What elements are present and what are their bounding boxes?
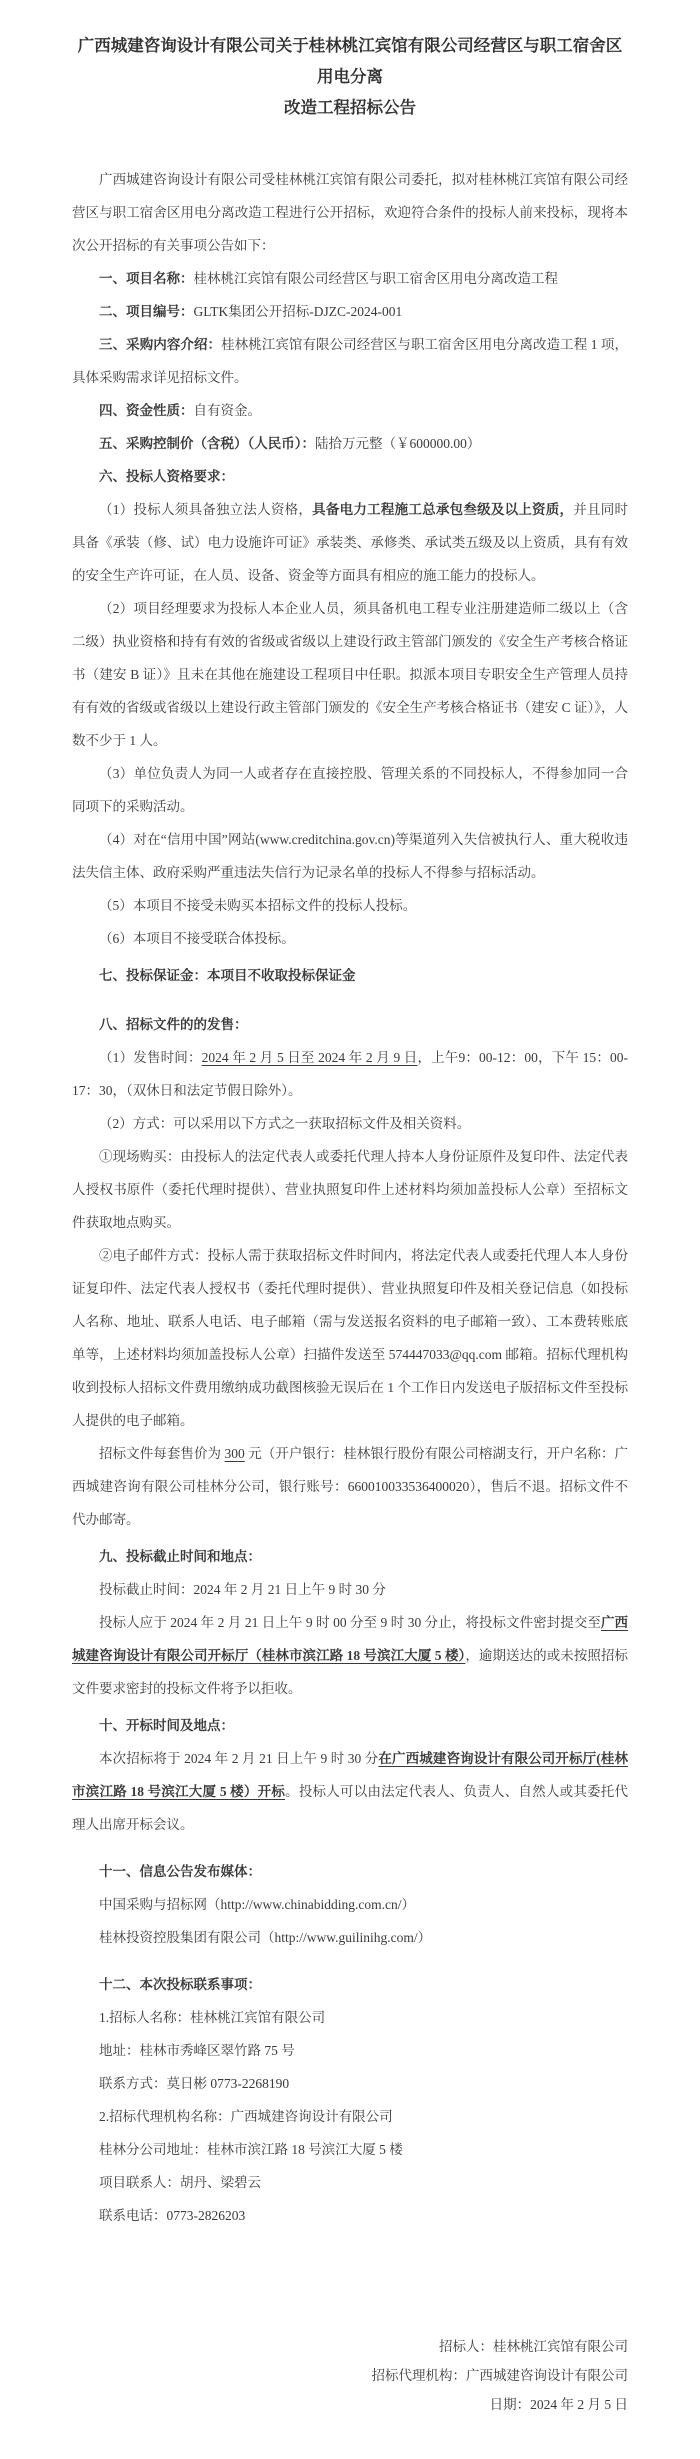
text-segment: （1）发售时间：: [99, 1050, 202, 1065]
sale-price: [72, 1437, 628, 1536]
text-segment: 十二、本次投标联系事项：: [99, 1977, 261, 1992]
text-segment: 桂林桃江宾馆有限公司经营区与职工宿舍区用电分离改造工程: [193, 271, 558, 286]
text-segment: 在广西城建咨询设计有限公司开标厅(桂林市滨江路 18 号滨江大厦 5 楼）开标: [72, 1751, 629, 1799]
document-body: [72, 163, 628, 2232]
opening-detail: [72, 1742, 628, 1841]
sale-method-onsite: [72, 1140, 628, 1239]
text-segment: ，逾期送达的或未按照招标文件要求密封的投标文件将予以拒收。: [72, 1648, 629, 1696]
section-2-project-number: [72, 295, 628, 328]
deadline-detail: [72, 1606, 628, 1705]
text-segment: 1.招标人名称：桂林桃江宾馆有限公司: [99, 2010, 326, 2025]
sale-method: [72, 1107, 628, 1140]
section-5-control-price: [72, 427, 628, 460]
section-8-document-sale-heading: [72, 1008, 628, 1041]
document-title-block: [72, 30, 628, 123]
text-segment: 招标代理机构：广西城建咨询设计有限公司: [371, 2368, 628, 2383]
section-4-fund-nature: [72, 394, 628, 427]
text-segment: ①现场购买：由投标人的法定代表人或委托代理人持本人身份证原件及复印件、法定代表人授权书原件（委托代理时提供）、营业执照复印件上述材料均须加盖投标人公章）至招标文件获取地点购买。: [72, 1149, 628, 1230]
signature-agency: [72, 2361, 628, 2390]
text-segment: 七、投标保证金：本项目不收取投标保证金: [99, 968, 356, 983]
text-segment: 招标人：桂林桃江宾馆有限公司: [439, 2339, 628, 2354]
text-segment: 五、采购控制价（含税）（人民币）：: [99, 436, 315, 451]
text-segment: 桂林桃江宾馆有限公司经营区与职工宿舍区用电分离改造工程 1 项，具体采购需求详见招标文件。: [72, 337, 629, 385]
text-segment: 联系电话：0773-2826203: [99, 2208, 246, 2223]
text-segment: 本次招标将于 2024 年 2 月 21 日上午 9 时 30 分: [99, 1751, 379, 1766]
text-segment: （2）方式：可以采用以下方式之一获取招标文件及相关资料。: [99, 1116, 471, 1131]
text-segment: （2）项目经理要求为投标人本企业人员，须具备机电工程专业注册建造师二级以上（含二级）执业资格和持有有效的省级或省级以上建设行政主管部门颁发的《安全生产考核合格证书（建安 B 证）》且未在其他在施建设工程项目中任职。拟派本项目专职安全生产管理人员持有有效的省级或省级以上建设行政主管部门颁发的《安全生产考核合格证书（建安 C 证）》，人数不少于 1 人。: [72, 601, 628, 748]
text-segment: 八、招标文件的的发售：: [99, 1017, 248, 1032]
section-9-deadline-heading: [72, 1540, 628, 1573]
text-segment: 十、开标时间及地点：: [99, 1718, 234, 1733]
signature-tenderer: [72, 2332, 628, 2361]
text-segment: （5）本项目不接受未购买本招标文件的投标人投标。: [99, 898, 417, 913]
media-chinabidding: [72, 1888, 628, 1921]
qualification-item-4: [72, 823, 628, 889]
agency-address: [72, 2133, 628, 2166]
signature-date: [72, 2390, 628, 2419]
text-segment: （6）本项目不接受联合体投标。: [99, 931, 295, 946]
media-guilinihg: [72, 1921, 628, 1954]
project-contact-phone: [72, 2199, 628, 2232]
sale-method-email: [72, 1239, 628, 1437]
text-segment: 二、项目编号：: [99, 304, 194, 319]
project-contact-person: [72, 2166, 628, 2199]
qualification-item-1: [72, 493, 628, 592]
text-segment: 。投标人可以由法定代表人、负责人、自然人或其委托代理人出席开标会议。: [72, 1784, 629, 1832]
tenderer-contact: [72, 2067, 628, 2100]
document-title-line-1: 广西城建咨询设计有限公司关于桂林桃江宾馆有限公司经营区与职工宿舍区用电分离: [77, 36, 623, 86]
text-segment: 投标截止时间：2024 年 2 月 21 日上午 9 时 30 分: [99, 1582, 386, 1597]
qualification-item-3: [72, 757, 628, 823]
text-segment: （1）投标人须具备独立法人资格，: [99, 502, 313, 517]
text-segment: 九、投标截止时间和地点：: [99, 1549, 261, 1564]
text-segment: 日期：2024 年 2 月 5 日: [489, 2397, 628, 2412]
text-segment: 自有资金。: [193, 403, 261, 418]
text-segment: 地址：桂林市秀峰区翠竹路 75 号: [99, 2043, 295, 2058]
text-segment: 一、项目名称：: [99, 271, 194, 286]
document-title-line-2: 改造工程招标公告: [284, 98, 416, 117]
text-segment: （3）单位负责人为同一人或者存在直接控股、管理关系的不同投标人，不得参加同一合同项下的采购活动。: [72, 766, 628, 814]
text-segment: GLTK集团公开招标-DJZC-2024-001: [193, 304, 403, 319]
text-segment: 广西城建咨询设计有限公司开标厅（桂林市滨江路 18 号滨江大厦 5 楼）: [72, 1615, 629, 1663]
text-segment: 投标人应于 2024 年 2 月 21 日上午 9 时 00 分至 9 时 30 分止，将投标文件密封提交至: [99, 1615, 601, 1630]
section-1-project-name: [72, 262, 628, 295]
text-segment: 三、采购内容介绍：: [99, 337, 222, 352]
text-segment: 联系方式：莫日彬 0773-2268190: [99, 2076, 290, 2091]
text-segment: 桂林分公司地址：桂林市滨江路 18 号滨江大厦 5 楼: [99, 2142, 403, 2157]
text-segment: 中国采购与招标网（http://www.chinabidding.com.cn/）: [99, 1897, 415, 1912]
section-3-procurement-content: [72, 328, 628, 394]
text-segment: ，上午9：00-12：00，下午 15：00- 17：30，（双休日和法定节假日除外）。: [72, 1050, 629, 1098]
text-segment: 2.招标代理机构名称：广西城建咨询设计有限公司: [99, 2109, 393, 2124]
sale-time: [72, 1041, 628, 1107]
deadline-time: [72, 1573, 628, 1606]
text-segment: 并且同时具备《承装（修、试）电力设施许可证》承装类、承修类、承试类五级及以上资质，具有有效的安全生产许可证，在人员、设备、资金等方面具有相应的施工能力的投标人。: [72, 502, 629, 583]
qualification-item-6: [72, 922, 628, 955]
section-6-qualification-heading: [72, 460, 628, 493]
agency-name: [72, 2100, 628, 2133]
section-7-bid-bond: [72, 959, 628, 992]
text-segment: 元（开户银行：桂林银行股份有限公司榕湖支行，开户名称：广西城建咨询有限公司桂林分公司，银行账号：660010033536400020），售后不退。招标文件不代办邮寄。: [72, 1446, 629, 1527]
text-segment: 十一、信息公告发布媒体：: [99, 1864, 261, 1879]
text-segment: 陆拾万元整（￥600000.00）: [315, 436, 481, 451]
text-segment: 具备电力工程施工总承包叁级及以上资质，: [312, 502, 574, 517]
text-segment: （4）对在“信用中国”网站(www.creditchina.gov.cn)等渠道列入失信被执行人、重大税收违法失信主体、政府采购严重违法失信行为记录名单的投标人不得参与招标活动。: [72, 832, 628, 880]
tenderer-address: [72, 2034, 628, 2067]
tenderer-name: [72, 2001, 628, 2034]
text-segment: ②电子邮件方式：投标人需于获取招标文件时间内，将法定代表人或委托代理人本人身份证复印件、法定代表人授权书（委托代理时提供）、营业执照复印件及相关登记信息（如投标人名称、地址、联系人电话、电子邮箱（需与发送报名资料的电子邮箱一致）、工本费转账底单等，上述材料均须加盖投标人公章）扫描件发送至 574447033@qq.com 邮箱。招标代理机构收到投标人招标文件费用缴纳成功截图核验无误后在 1 个工作日内发送电子版招标文件至投标人提供的电子邮箱。: [72, 1248, 628, 1428]
qualification-item-2: [72, 592, 628, 757]
section-10-opening-heading: [72, 1709, 628, 1742]
section-11-media-heading: [72, 1855, 628, 1888]
text-segment: 六、投标人资格要求：: [99, 469, 234, 484]
intro-paragraph: [72, 163, 628, 262]
text-segment: 桂林投资控股集团有限公司（http://www.guilinihg.com/）: [99, 1930, 432, 1945]
text-segment: 四、资金性质：: [99, 403, 194, 418]
qualification-item-5: [72, 889, 628, 922]
section-12-contact-heading: [72, 1968, 628, 2001]
text-segment: 2024 年 2 月 5 日至 2024 年 2 月 9 日: [201, 1050, 418, 1065]
text-segment: 广西城建咨询设计有限公司受桂林桃江宾馆有限公司委托，拟对桂林桃江宾馆有限公司经营区与职工宿舍区用电分离改造工程进行公开招标，欢迎符合条件的投标人前来投标，现将本次公开招标的有关事项公告如下：: [72, 172, 628, 253]
text-segment: 项目联系人：胡丹、梁碧云: [99, 2175, 261, 2190]
signature-block: [72, 2332, 628, 2419]
text-segment: 300: [224, 1446, 245, 1461]
text-segment: 招标文件每套售价为: [99, 1446, 225, 1461]
